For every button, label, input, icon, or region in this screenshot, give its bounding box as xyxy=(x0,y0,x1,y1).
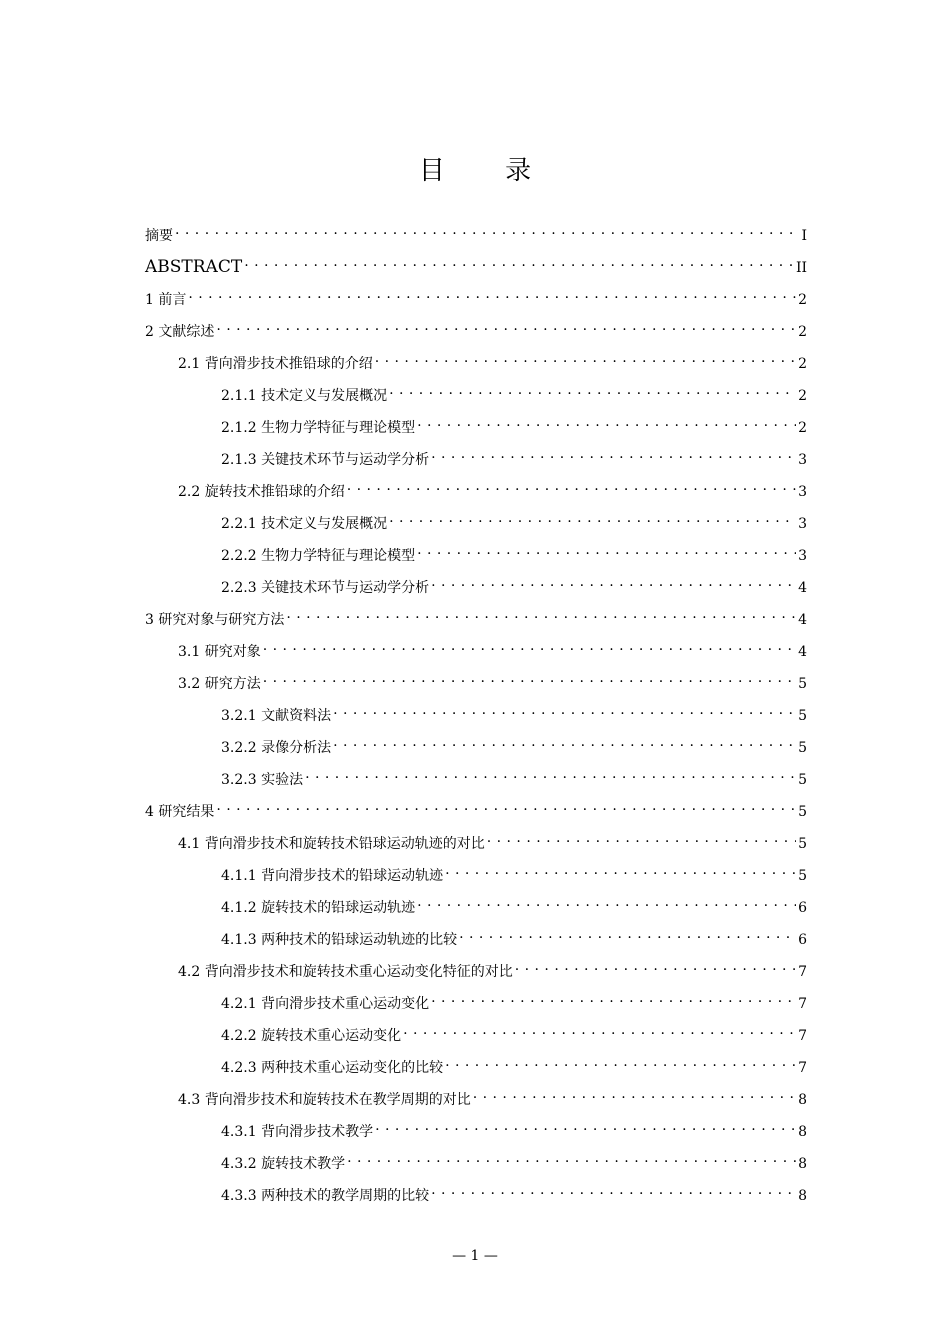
toc-entry-label: 2.2.1 技术定义与发展概况 xyxy=(221,516,388,532)
toc-dot-leader xyxy=(244,252,794,272)
toc-entry[interactable] xyxy=(145,444,807,476)
toc-entry[interactable] xyxy=(145,572,807,604)
toc-entry-label: ABSTRACT xyxy=(145,257,243,277)
toc-entry[interactable] xyxy=(145,1180,807,1212)
toc-entry[interactable] xyxy=(145,700,807,732)
toc-entry[interactable] xyxy=(145,1116,807,1148)
toc-entry-label: 3.2 研究方法 xyxy=(178,676,261,692)
toc-entry-label: 4.3 背向滑步技术和旋转技术在教学周期的对比 xyxy=(178,1092,471,1108)
toc-dot-leader xyxy=(431,1180,796,1200)
toc-dot-leader xyxy=(473,1084,796,1104)
toc-dot-leader xyxy=(263,668,796,688)
toc-dot-leader xyxy=(375,1116,796,1136)
toc-entry[interactable] xyxy=(145,348,807,380)
toc-entry-label: 4.1.3 两种技术的铅球运动轨迹的比较 xyxy=(221,932,458,948)
toc-entry-page: 5 xyxy=(798,740,807,756)
toc-entry-page: 3 xyxy=(798,516,807,532)
toc-entry-label: 3.2.3 实验法 xyxy=(221,772,304,788)
toc-dot-leader xyxy=(216,316,796,336)
toc-dot-leader xyxy=(431,572,796,592)
toc-entry-label: 2.2.3 关键技术环节与运动学分析 xyxy=(221,580,430,596)
toc-entry[interactable] xyxy=(145,892,807,924)
toc-entry-label: 2.1.3 关键技术环节与运动学分析 xyxy=(221,452,430,468)
toc-dot-leader xyxy=(263,636,796,656)
toc-dot-leader xyxy=(286,604,796,624)
table-of-contents xyxy=(145,220,807,1212)
toc-dot-leader xyxy=(403,1020,796,1040)
toc-entry-page: 3 xyxy=(798,452,807,468)
toc-entry-label: 3.1 研究对象 xyxy=(178,644,261,660)
toc-entry-page: II xyxy=(795,260,807,276)
toc-entry-page: 8 xyxy=(798,1092,807,1108)
toc-entry-label: 4 研究结果 xyxy=(145,804,215,820)
toc-entry-page: 5 xyxy=(798,804,807,820)
toc-entry-page: 4 xyxy=(798,644,807,660)
toc-entry-page: 2 xyxy=(798,324,807,340)
toc-entry-page: 7 xyxy=(798,964,807,980)
toc-dot-leader xyxy=(445,1052,796,1072)
toc-dot-leader xyxy=(417,540,796,560)
toc-entry-page: 3 xyxy=(798,548,807,564)
toc-entry-label: 2 文献综述 xyxy=(145,324,215,340)
toc-entry[interactable] xyxy=(145,508,807,540)
toc-entry-page: 6 xyxy=(798,932,807,948)
toc-dot-leader xyxy=(459,924,796,944)
toc-entry-page: 6 xyxy=(798,900,807,916)
toc-entry-page: 7 xyxy=(798,1060,807,1076)
toc-entry-label: 4.2.2 旋转技术重心运动变化 xyxy=(221,1028,402,1044)
toc-entry-label: 2.1.2 生物力学特征与理论模型 xyxy=(221,420,416,436)
toc-entry-label: 4.1.2 旋转技术的铅球运动轨迹 xyxy=(221,900,416,916)
toc-entry-page: 5 xyxy=(798,676,807,692)
toc-entry[interactable] xyxy=(145,988,807,1020)
toc-dot-leader xyxy=(445,860,796,880)
toc-dot-leader xyxy=(375,348,796,368)
toc-entry-label: 4.3.2 旋转技术教学 xyxy=(221,1156,346,1172)
toc-dot-leader xyxy=(188,284,796,304)
toc-entry[interactable] xyxy=(145,540,807,572)
toc-entry[interactable] xyxy=(145,284,807,316)
toc-dot-leader xyxy=(417,892,796,912)
toc-entry-page: 4 xyxy=(798,612,807,628)
toc-entry-page: 8 xyxy=(798,1188,807,1204)
toc-entry-page: 5 xyxy=(798,772,807,788)
page-title: 目 录 xyxy=(418,156,558,186)
toc-entry-label: 3.2.2 录像分析法 xyxy=(221,740,332,756)
toc-dot-leader xyxy=(487,828,796,848)
toc-dot-leader xyxy=(515,956,796,976)
toc-entry-label: 4.1 背向滑步技术和旋转技术铅球运动轨迹的对比 xyxy=(178,836,485,852)
toc-dot-leader xyxy=(333,732,796,752)
toc-entry-label: 2.1.1 技术定义与发展概况 xyxy=(221,388,388,404)
toc-entry[interactable] xyxy=(145,220,807,252)
toc-entry-label: 摘要 xyxy=(145,228,173,244)
toc-entry[interactable] xyxy=(145,604,807,636)
toc-entry[interactable] xyxy=(145,1020,807,1052)
toc-dot-leader xyxy=(333,700,796,720)
toc-entry-label: 4.1.1 背向滑步技术的铅球运动轨迹 xyxy=(221,868,444,884)
toc-entry[interactable] xyxy=(145,828,807,860)
toc-dot-leader xyxy=(389,380,796,400)
toc-entry-page: 8 xyxy=(798,1124,807,1140)
toc-entry-label: 1 前言 xyxy=(145,292,187,308)
toc-entry-label: 4.2 背向滑步技术和旋转技术重心运动变化特征的对比 xyxy=(178,964,513,980)
toc-entry[interactable] xyxy=(145,956,807,988)
toc-entry[interactable] xyxy=(145,476,807,508)
toc-entry-label: 2.2 旋转技术推铅球的介绍 xyxy=(178,484,345,500)
toc-entry-label: 3 研究对象与研究方法 xyxy=(145,612,285,628)
toc-entry-page: 3 xyxy=(798,484,807,500)
toc-entry-page: 7 xyxy=(798,996,807,1012)
toc-entry-page: 8 xyxy=(798,1156,807,1172)
toc-entry[interactable] xyxy=(145,252,807,284)
toc-entry[interactable] xyxy=(145,1052,807,1084)
toc-entry-label: 2.2.2 生物力学特征与理论模型 xyxy=(221,548,416,564)
toc-dot-leader xyxy=(347,1148,796,1168)
toc-entry[interactable] xyxy=(145,764,807,796)
toc-entry[interactable] xyxy=(145,380,807,412)
toc-dot-leader xyxy=(175,220,799,240)
toc-entry[interactable] xyxy=(145,732,807,764)
toc-dot-leader xyxy=(347,476,796,496)
toc-entry[interactable] xyxy=(145,1148,807,1180)
toc-entry-page: 2 xyxy=(798,356,807,372)
toc-entry-label: 4.2.1 背向滑步技术重心运动变化 xyxy=(221,996,430,1012)
toc-entry-label: 3.2.1 文献资料法 xyxy=(221,708,332,724)
toc-entry-page: 7 xyxy=(798,1028,807,1044)
toc-entry-page: 5 xyxy=(798,708,807,724)
toc-dot-leader xyxy=(305,764,796,784)
toc-entry[interactable] xyxy=(145,1084,807,1116)
toc-dot-leader xyxy=(417,412,796,432)
toc-entry-page: 2 xyxy=(798,292,807,308)
toc-entry[interactable] xyxy=(145,924,807,956)
toc-entry[interactable] xyxy=(145,412,807,444)
toc-entry[interactable] xyxy=(145,860,807,892)
toc-entry[interactable] xyxy=(145,668,807,700)
toc-entry[interactable] xyxy=(145,316,807,348)
page-footer: — 1 — xyxy=(452,1248,498,1264)
toc-entry[interactable] xyxy=(145,796,807,828)
toc-entry[interactable] xyxy=(145,636,807,668)
toc-dot-leader xyxy=(389,508,796,528)
toc-entry-page: 2 xyxy=(798,420,807,436)
toc-entry-label: 4.3.1 背向滑步技术教学 xyxy=(221,1124,374,1140)
toc-entry-page: 5 xyxy=(798,836,807,852)
toc-entry-page: 5 xyxy=(798,868,807,884)
toc-entry-page: I xyxy=(801,228,807,244)
toc-entry-label: 4.2.3 两种技术重心运动变化的比较 xyxy=(221,1060,444,1076)
toc-entry-label: 4.3.3 两种技术的教学周期的比较 xyxy=(221,1188,430,1204)
toc-entry-page: 4 xyxy=(798,580,807,596)
toc-dot-leader xyxy=(216,796,796,816)
toc-dot-leader xyxy=(431,988,796,1008)
toc-entry-label: 2.1 背向滑步技术推铅球的介绍 xyxy=(178,356,373,372)
toc-dot-leader xyxy=(431,444,796,464)
toc-entry-page: 2 xyxy=(798,388,807,404)
